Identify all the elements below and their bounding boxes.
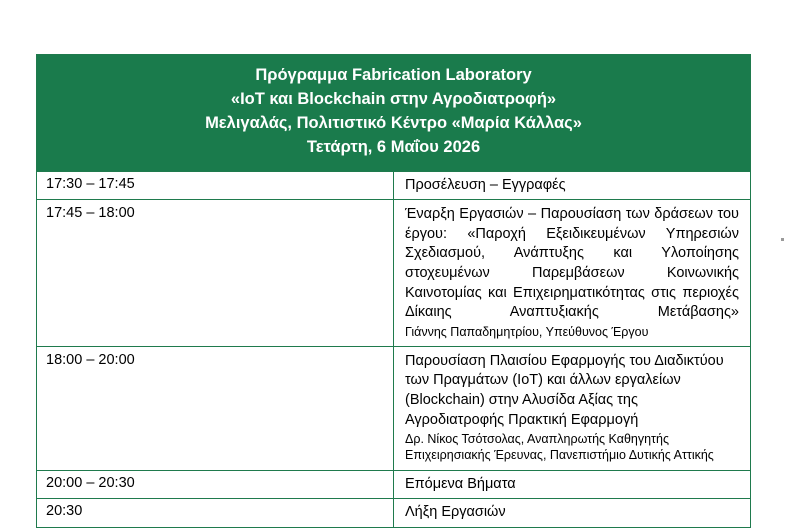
row-description-sub: Γιάννης Παπαδημητρίου, Υπεύθυνος Έργου <box>405 324 649 339</box>
row-description-sub: Δρ. Νίκος Τσότσολας, Αναπληρωτής Καθηγητής Επιχειρησιακής Έρευνας, Πανεπιστήμιο Δυτικής Αττικής <box>405 432 714 463</box>
row-time: 20:30 <box>37 499 394 528</box>
row-description-main: Παρουσίαση Πλαισίου Εφαρμογής του Διαδικτύου των Πραγμάτων (IoT) και άλλων εργαλείων (Blockchain) στην Αλυσίδα Αξίας της Αγροδιατροφής Πρακτική Εφαρμογή <box>405 352 724 428</box>
page-edge-mark <box>781 238 784 241</box>
row-description <box>394 470 751 499</box>
table-row <box>37 499 751 528</box>
table-header-row <box>37 55 751 172</box>
row-description <box>394 171 751 200</box>
table-row <box>37 470 751 499</box>
table-row <box>37 171 751 200</box>
row-time: 17:30 – 17:45 <box>37 171 394 200</box>
row-description-main: Έναρξη Εργασιών – Παρουσίαση των δράσεων του έργου: «Παροχή Εξειδικευμένων Υπηρεσιών Σχεδιασμού, Ανάπτυξης και Υλοποίησης στοχευμένων Παρεμβάσεων Κοινωνικής Καινοτομίας και Επιχειρηματικότητας στις περιοχές Δίκαιης Αναπτυξιακής Μετάβασης» <box>405 206 739 321</box>
row-description-main: Προσέλευση – Εγγραφές <box>405 176 566 193</box>
header-line-4: Τετάρτη, 6 Μαΐου 2026 <box>306 137 481 156</box>
row-description-main: Λήξη Εργασιών <box>405 504 506 521</box>
program-header <box>37 55 751 172</box>
row-description <box>394 200 751 347</box>
table-row <box>37 346 751 470</box>
row-description <box>394 346 751 470</box>
row-time: 18:00 – 20:00 <box>37 346 394 470</box>
row-time: 17:45 – 18:00 <box>37 200 394 347</box>
row-time: 20:00 – 20:30 <box>37 470 394 499</box>
program-table <box>36 54 751 528</box>
header-line-1: Πρόγραμμα Fabrication Laboratory <box>255 66 532 84</box>
row-description <box>394 499 751 528</box>
row-description-main: Επόμενα Βήματα <box>405 475 516 492</box>
header-line-2: «IoT και Blockchain στην Αγροδιατροφή» <box>230 89 557 108</box>
table-row <box>37 200 751 347</box>
header-line-3: Μελιγαλάς, Πολιτιστικό Κέντρο «Μαρία Κάλλας» <box>205 113 582 132</box>
